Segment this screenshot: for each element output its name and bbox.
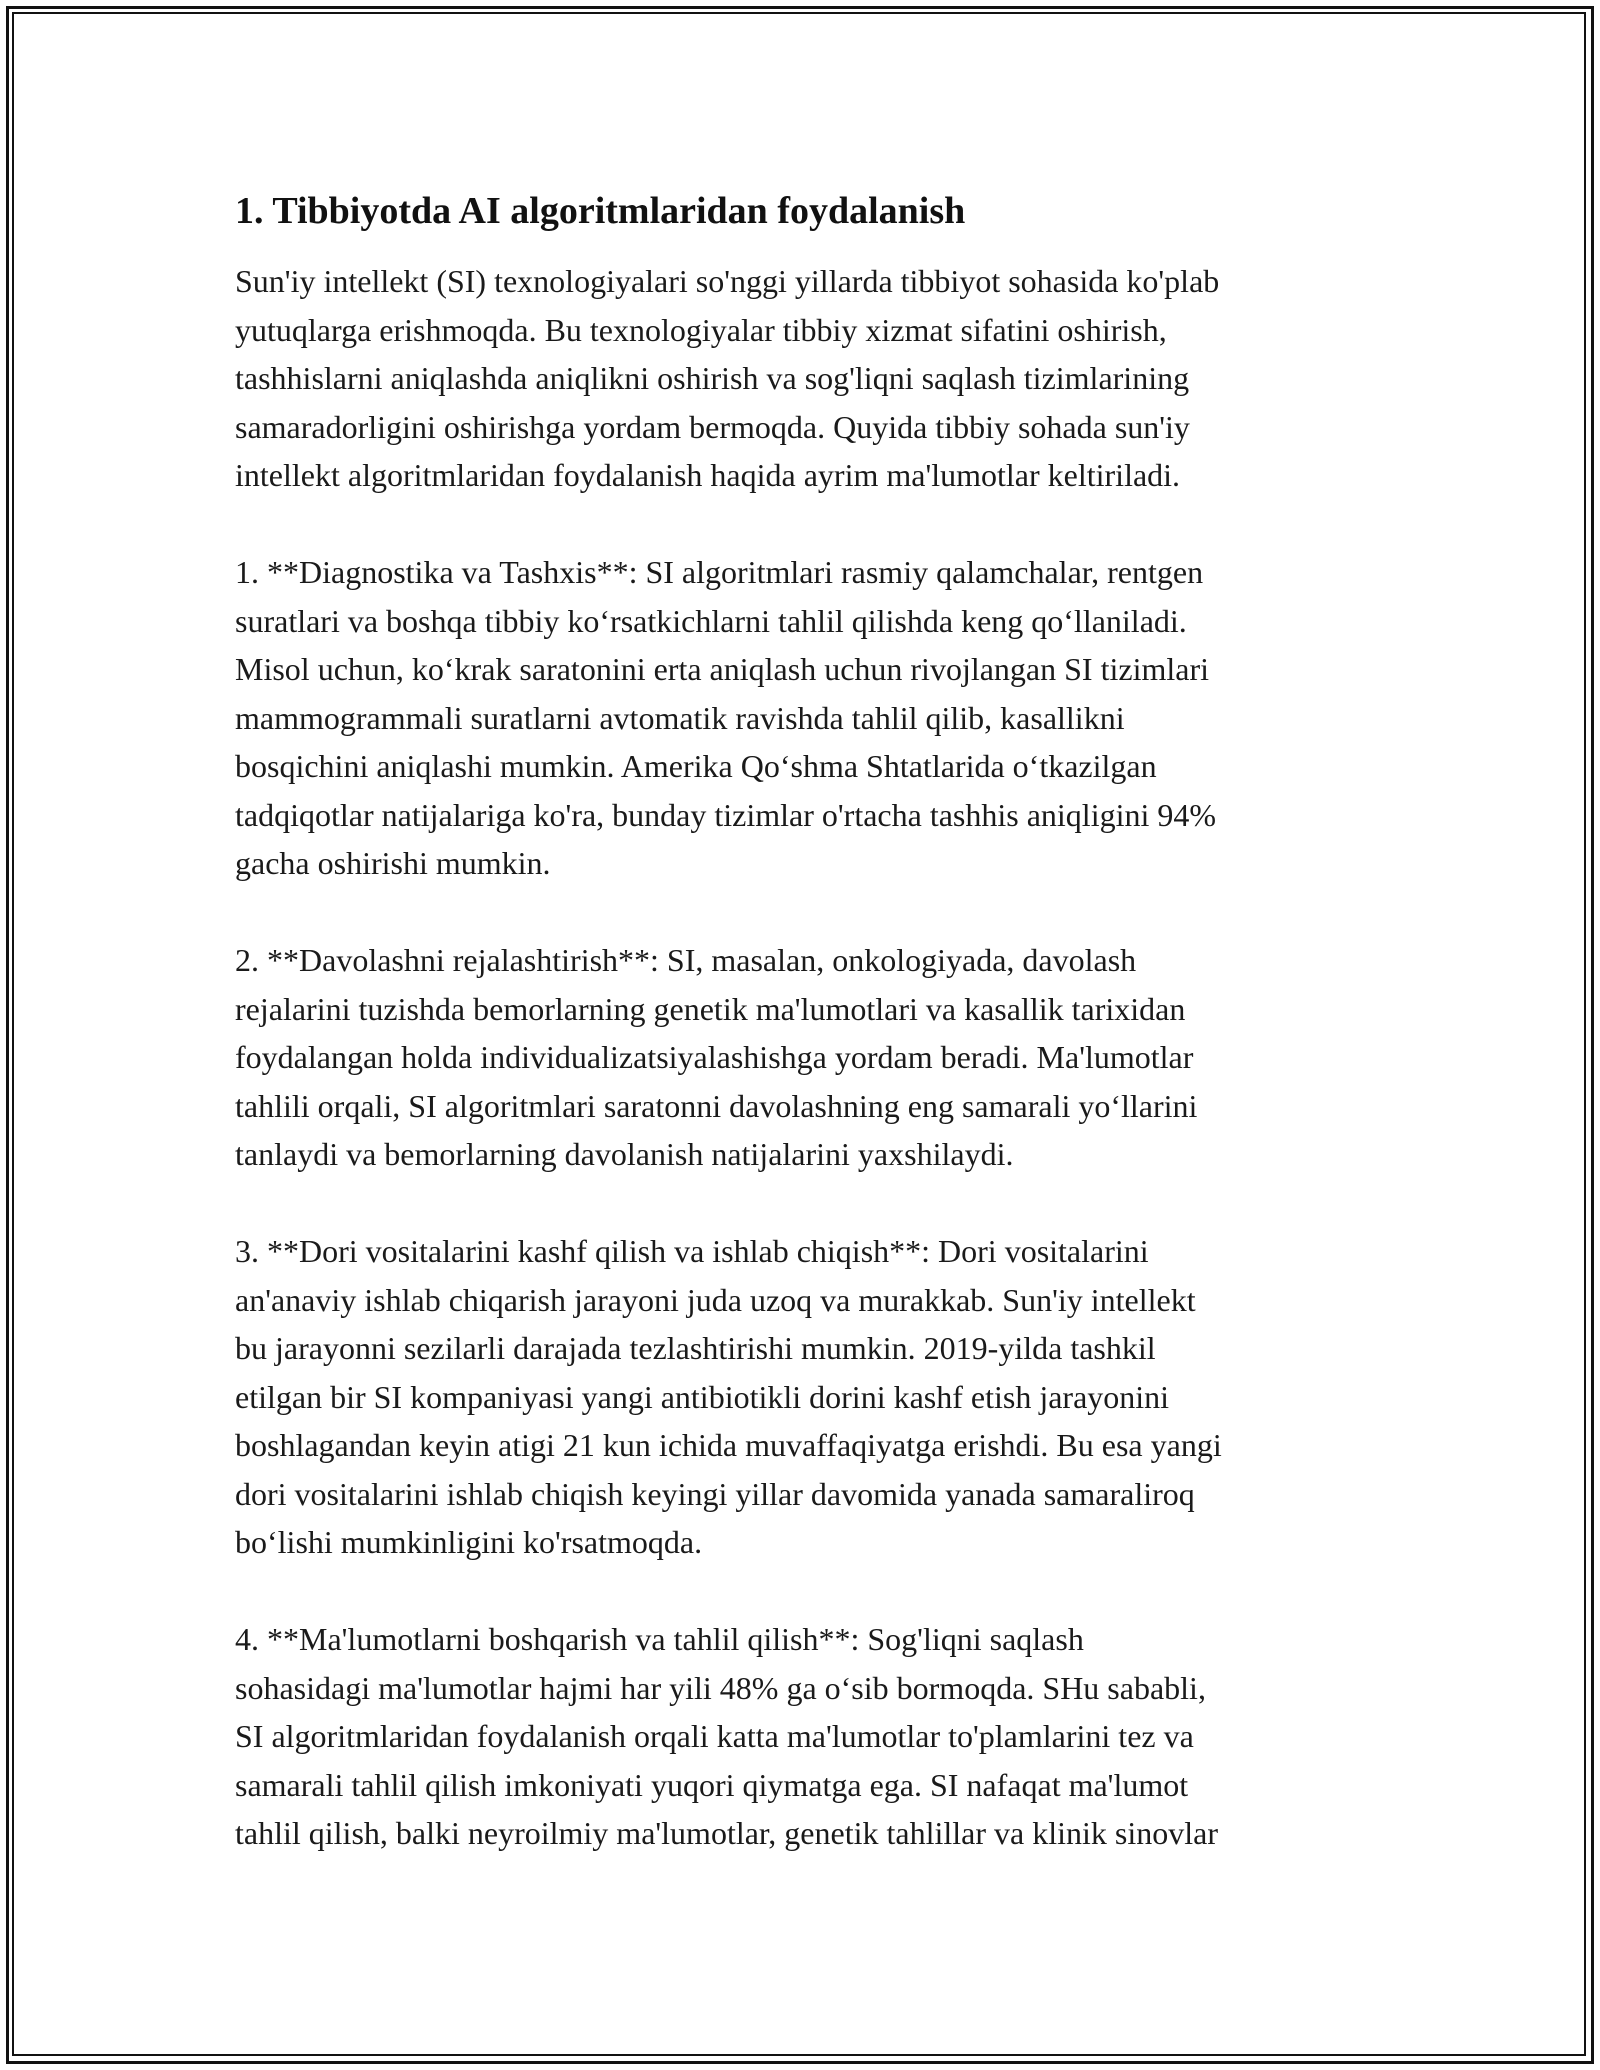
paragraph-line: yutuqlarga erishmoqda. Bu texnologiyalar tibbiy xizmat sifatini oshirish, xyxy=(235,311,1167,348)
paragraph-line: intellekt algoritmlaridan foydalanish haqida ayrim ma'lumotlar keltiriladi. xyxy=(235,457,1181,493)
paragraph-line: bosqichini aniqlashi mumkin. Amerika Qo‘shma Shtatlarida o‘tkazilgan xyxy=(235,748,1157,784)
paragraph-line: an'anaviy ishlab chiqarish jarayoni juda uzoq va murakkab. Sun'iy intellekt xyxy=(235,1281,1196,1318)
paragraph-line: 1. **Diagnostika va Tashxis**: SI algoritmlari rasmiy qalamchalar, rentgen xyxy=(235,554,1204,590)
paragraph-line: tadqiqotlar natijalariga ko'ra, bunday tizimlar o'rtacha tashhis aniqligini 94% xyxy=(235,796,1217,833)
intro-paragraph xyxy=(235,257,1395,500)
drug-discovery-paragraph xyxy=(235,1227,1395,1567)
diagnostics-paragraph xyxy=(235,548,1395,888)
paragraph-line: boshlagandan keyin atigi 21 kun ichida muvaffaqiyatga erishdi. Bu esa yangi xyxy=(235,1427,1222,1463)
paragraph-line: suratlari va boshqa tibbiy ko‘rsatkichlarni tahlil qilishda keng qo‘llaniladi. xyxy=(235,602,1187,639)
paragraph-line: dori vositalarini ishlab chiqish keyingi yillar davomida yanada samaraliroq xyxy=(235,1475,1195,1512)
paragraph-line: bu jarayonni sezilarli darajada tezlashtirishi mumkin. 2019-yilda tashkil xyxy=(235,1330,1156,1366)
paragraph-line: foydalangan holda individualizatsiyalashishga yordam beradi. Ma'lumotlar xyxy=(235,1039,1194,1075)
paragraph-line: Misol uchun, ko‘krak saratonini erta aniqlash uchun rivojlangan SI tizimlari xyxy=(235,651,1209,687)
paragraph-line: gacha oshirishi mumkin. xyxy=(235,845,551,881)
section-heading: 1. Tibbiyotda AI algoritmlaridan foydalanish xyxy=(235,190,966,232)
paragraph-line: mammogrammali suratlarni avtomatik ravishda tahlil qilib, kasallikni xyxy=(235,699,1125,736)
paragraph-line: tahlil qilish, balki neyroilmiy ma'lumotlar, genetik tahlillar va klinik sinovlar xyxy=(235,1815,1218,1851)
paragraph-line: bo‘lishi mumkinligini ko'rsatmoqda. xyxy=(235,1524,703,1560)
paragraph-line: samaradorligini oshirishga yordam bermoqda. Quyida tibbiy sohada sun'iy xyxy=(235,408,1190,445)
paragraph-line: samarali tahlil qilish imkoniyati yuqori qiymatga ega. SI nafaqat ma'lumot xyxy=(235,1766,1189,1803)
paragraph-line: 3. **Dori vositalarini kashf qilish va ishlab chiqish**: Dori vositalarini xyxy=(235,1233,1149,1269)
data-management-paragraph xyxy=(235,1615,1395,1858)
paragraph-line: rejalarini tuzishda bemorlarning genetik ma'lumotlari va kasallik tarixidan xyxy=(235,990,1186,1027)
paragraph-line: 4. **Ma'lumotlarni boshqarish va tahlil qilish**: Sog'liqni saqlash xyxy=(235,1621,1084,1657)
document-page xyxy=(235,185,1395,1906)
paragraph-line: Sun'iy intellekt (SI) texnologiyalari so'nggi yillarda tibbiyot sohasida ko'plab xyxy=(235,263,1220,299)
paragraph-line: sohasidagi ma'lumotlar hajmi har yili 48% ga o‘sib bormoqda. SHu sababli, xyxy=(235,1669,1206,1706)
paragraph-line: tahlili orqali, SI algoritmlari saratonni davolashning eng samarali yo‘llarini xyxy=(235,1087,1198,1124)
paragraph-line: tanlaydi va bemorlarning davolanish natijalarini yaxshilaydi. xyxy=(235,1136,1014,1172)
paragraph-line: 2. **Davolashni rejalashtirish**: SI, masalan, onkologiyada, davolash xyxy=(235,942,1137,978)
paragraph-line: SI algoritmlaridan foydalanish orqali katta ma'lumotlar to'plamlarini tez va xyxy=(235,1718,1194,1754)
paragraph-line: etilgan bir SI kompaniyasi yangi antibiotikli dorini kashf etish jarayonini xyxy=(235,1378,1170,1415)
paragraph-line: tashhislarni aniqlashda aniqlikni oshirish va sog'liqni saqlash tizimlarining xyxy=(235,360,1190,396)
treatment-planning-paragraph xyxy=(235,936,1395,1179)
